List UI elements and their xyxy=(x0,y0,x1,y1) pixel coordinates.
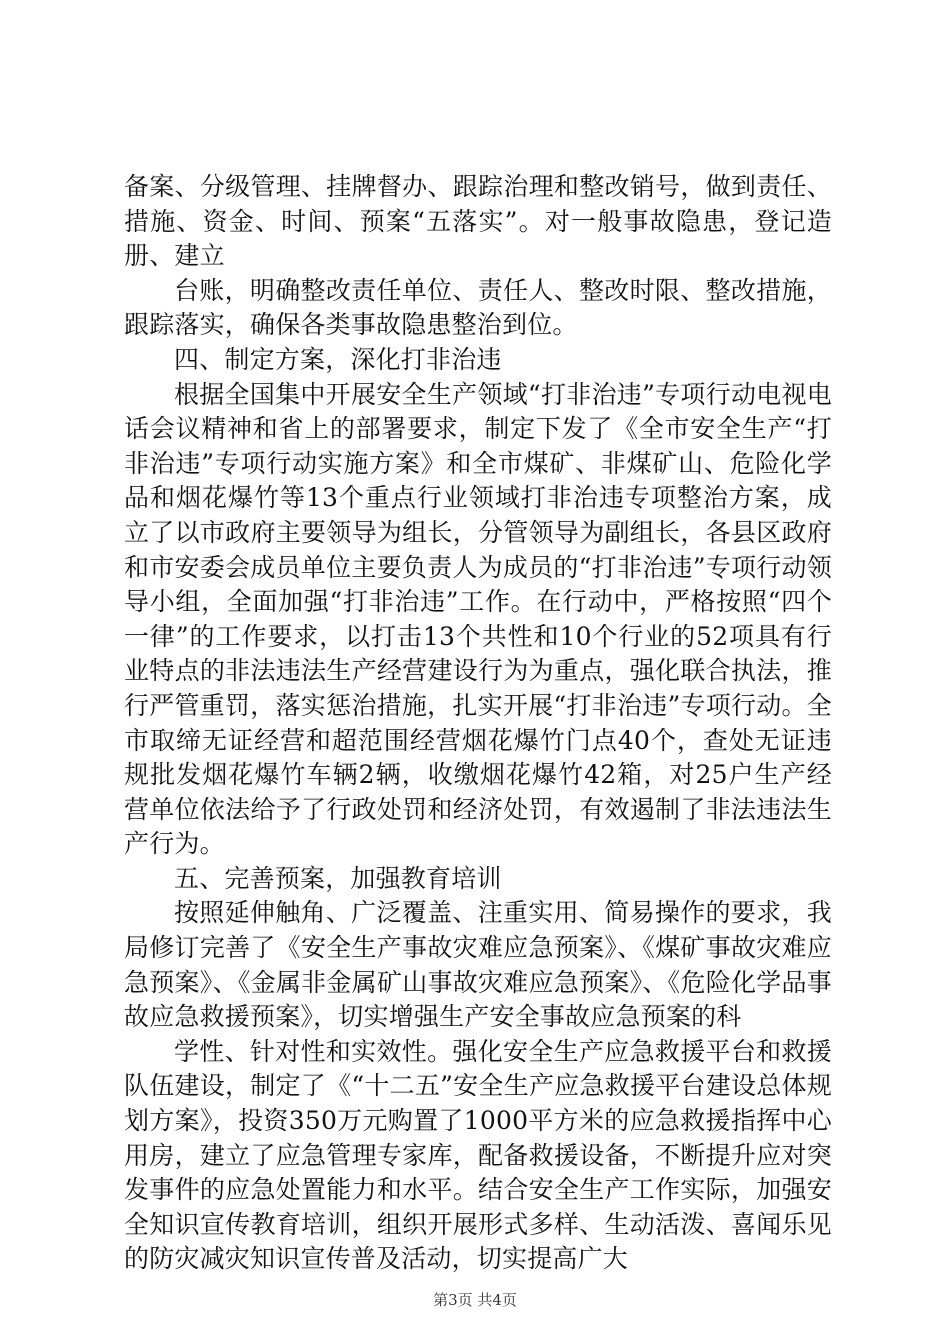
page-footer xyxy=(0,1290,950,1310)
paragraph-3: 根据全国集中开展安全生产领域“打非治违”专项行动电视电话会议精神和省上的部署要求，制定下发了《全市安全生产“打非治违”专项行动实施方案》和全市煤矿、非煤矿山、危险化学品和烟花爆竹等13个重点行业领域打非治违专项整治方案，成立了以市政府主要领导为组长，分管领导为副组长，各县区政府和市安委会成员单位主要负责人为成员的“打非治违”专项行动领导小组，全面加强“打非治违”工作。在行动中，严格按照“四个一律”的工作要求，以打击13个共性和10个行业的52项具有行业特点的非法违法生产经营建设行为为重点，强化联合执法，推行严管重罚，落实惩治措施，扎实开展“打非治违”专项行动。全市取缔无证经营和超范围经营烟花爆竹门点40个，查处无证违规批发烟花爆竹车辆2辆，收缴烟花爆竹42箱，对25户生产经营单位依法给予了行政处罚和经济处罚，有效遏制了非法违法生产行为。 xyxy=(124,379,832,859)
section-heading-5: 五、完善预案，加强教育培训 xyxy=(174,863,502,893)
paragraph-4: 按照延伸触角、广泛覆盖、注重实用、简易操作的要求，我局修订完善了《安全生产事故灾难应急预案》、《煤矿事故灾难应急预案》、《金属非金属矿山事故灾难应急预案》、《危险化学品事故应急救援预案》，切实增强生产安全事故应急预案的科 xyxy=(124,898,832,1032)
page-number: 第3页 共4页 xyxy=(433,1291,517,1309)
paragraph-5: 学性、针对性和实效性。强化安全生产应急救援平台和救援队伍建设，制定了《“十二五”安全生产应急救援平台建设总体规划方案》，投资350万元购置了1000平方米的应急救援指挥中心用房，建立了应急管理专家库，配备救援设备，不断提升应对突发事件的应急处置能力和水平。结合安全生产工作实际，加强安全知识宣传教育培训，组织开展形式多样、生动活泼、喜闻乐见的防灾减灾知识宣传普及活动，切实提高广大 xyxy=(124,1036,832,1274)
paragraph-2: 台账，明确整改责任单位、责任人、整改时限、整改措施，跟踪落实，确保各类事故隐患整治到位。 xyxy=(124,275,832,340)
document-body xyxy=(124,170,832,1277)
paragraph-1: 备案、分级管理、挂牌督办、跟踪治理和整改销号，做到责任、措施、资金、时间、预案“五落实”。对一般事故隐患，登记造册、建立 xyxy=(124,172,832,271)
section-heading-4: 四、制定方案，深化打非治违 xyxy=(174,344,502,374)
